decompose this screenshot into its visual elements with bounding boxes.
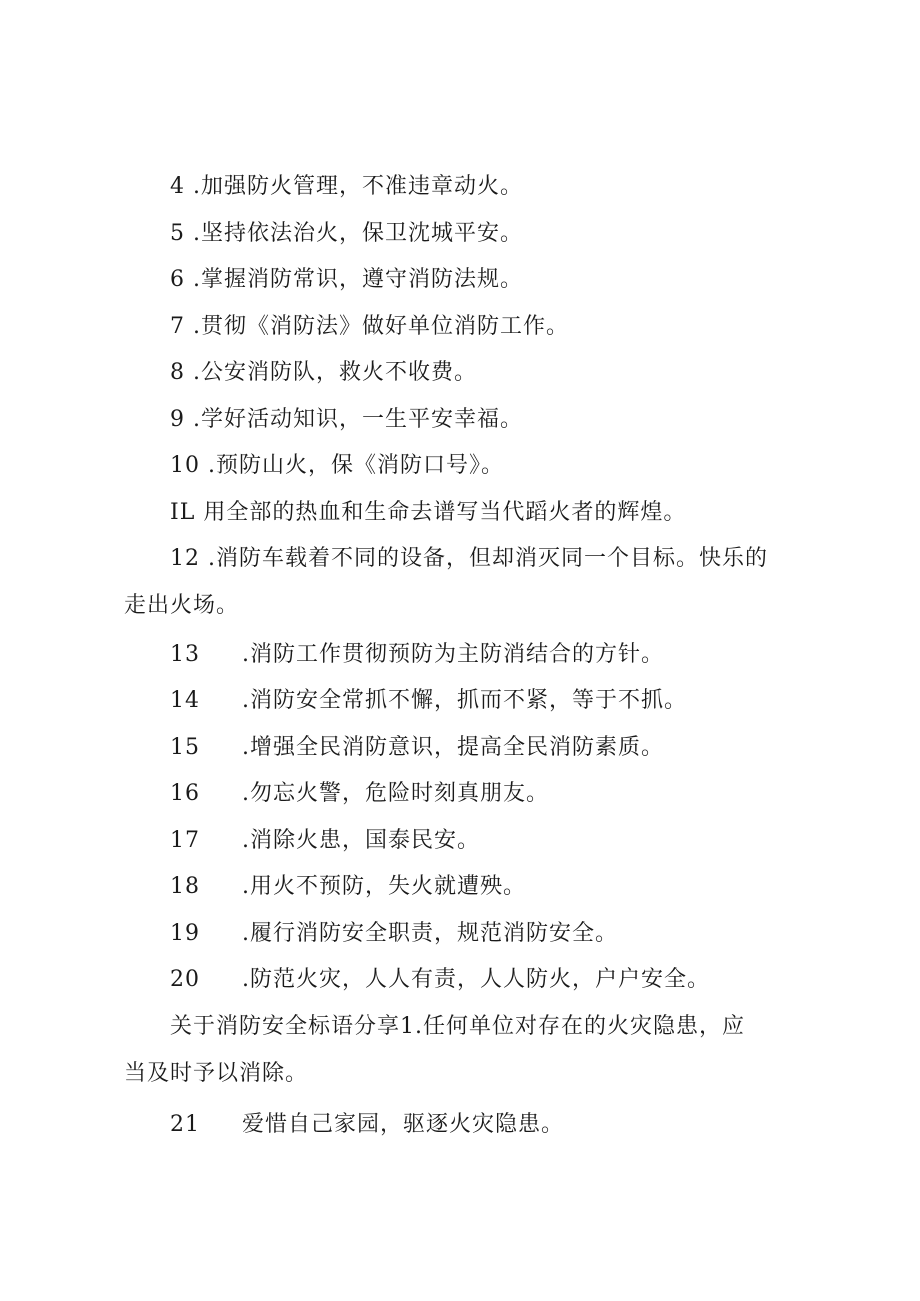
slogan-line-5	[170, 219, 523, 249]
slogan-text: .坚持依法治火，保卫沈城平安。	[193, 221, 523, 246]
slogan-line-10	[170, 451, 504, 481]
slogan-number: 9	[170, 407, 185, 432]
slogan-text: .公安消防队，救火不收费。	[193, 360, 477, 385]
slogan-number: 14	[170, 688, 200, 713]
section-intro-line: 关于消防安全标语分享1.任何单位对存在的火灾隐患，应	[170, 1014, 745, 1039]
slogan-number: 20	[170, 967, 200, 992]
slogan-line-21	[170, 1110, 564, 1140]
slogan-line-14	[170, 686, 687, 716]
slogan-number: 13	[170, 642, 200, 667]
slogan-number: 16	[170, 781, 200, 806]
slogan-number: 18	[170, 874, 200, 899]
slogan-text: .预防山火，保《消防口号》。	[208, 453, 504, 478]
slogan-number: 21	[170, 1112, 200, 1137]
slogan-number: 4	[170, 174, 185, 199]
slogan-line-9	[170, 405, 523, 435]
slogan-line-16	[170, 779, 549, 809]
slogan-text: .用火不预防，失火就遭殃。	[242, 874, 526, 899]
slogan-text: .贯彻《消防法》做好单位消防工作。	[193, 314, 569, 339]
slogan-text: .增强全民消防意识，提高全民消防素质。	[242, 735, 664, 760]
slogan-line-12-continued: 走出火场。	[124, 593, 240, 618]
slogan-line-15	[170, 733, 664, 763]
slogan-text: 爱惜自己家园，驱逐火灾隐患。	[242, 1112, 565, 1137]
slogan-line-13	[170, 640, 664, 670]
slogan-number: 7	[170, 314, 185, 339]
slogan-text: .学好活动知识，一生平安幸福。	[193, 407, 523, 432]
slogan-line-12	[170, 544, 768, 574]
slogan-number: 15	[170, 735, 200, 760]
slogan-line-8	[170, 358, 477, 388]
slogan-line-17	[170, 826, 480, 856]
slogan-text: .加强防火管理，不准违章动火。	[193, 174, 523, 199]
slogan-text: .履行消防安全职责，规范消防安全。	[242, 921, 618, 946]
section-intro-line-continued: 当及时予以消除。	[124, 1061, 309, 1086]
slogan-text: .勿忘火警，危险时刻真朋友。	[242, 781, 549, 806]
slogan-number: 8	[170, 360, 185, 385]
slogan-line-11	[170, 498, 686, 528]
slogan-line-7	[170, 312, 569, 342]
slogan-line-6	[170, 265, 523, 295]
slogan-text: .消防车载着不同的设备，但却消灭同一个目标。快乐的	[208, 546, 768, 571]
slogan-text: 用全部的热血和生命去谱写当代蹈火者的辉煌。	[203, 500, 687, 525]
slogan-number: 6	[170, 267, 185, 292]
slogan-line-18	[170, 872, 526, 902]
slogan-number: 19	[170, 921, 200, 946]
slogan-number: 10	[170, 453, 200, 478]
slogan-text: .消防工作贯彻预防为主防消结合的方针。	[242, 642, 664, 667]
slogan-line-19	[170, 919, 618, 949]
slogan-number: 5	[170, 221, 185, 246]
slogan-number: IL	[170, 500, 196, 525]
slogan-text: .防范火灾，人人有责，人人防火，户户安全。	[242, 967, 710, 992]
slogan-text: .掌握消防常识，遵守消防法规。	[193, 267, 523, 292]
slogan-line-4	[170, 172, 523, 202]
slogan-line-20	[170, 965, 710, 995]
slogan-text: .消防安全常抓不懈，抓而不紧，等于不抓。	[242, 688, 687, 713]
slogan-number: 12	[170, 546, 200, 571]
slogan-text: .消除火患，国泰民安。	[242, 828, 480, 853]
slogan-number: 17	[170, 828, 200, 853]
